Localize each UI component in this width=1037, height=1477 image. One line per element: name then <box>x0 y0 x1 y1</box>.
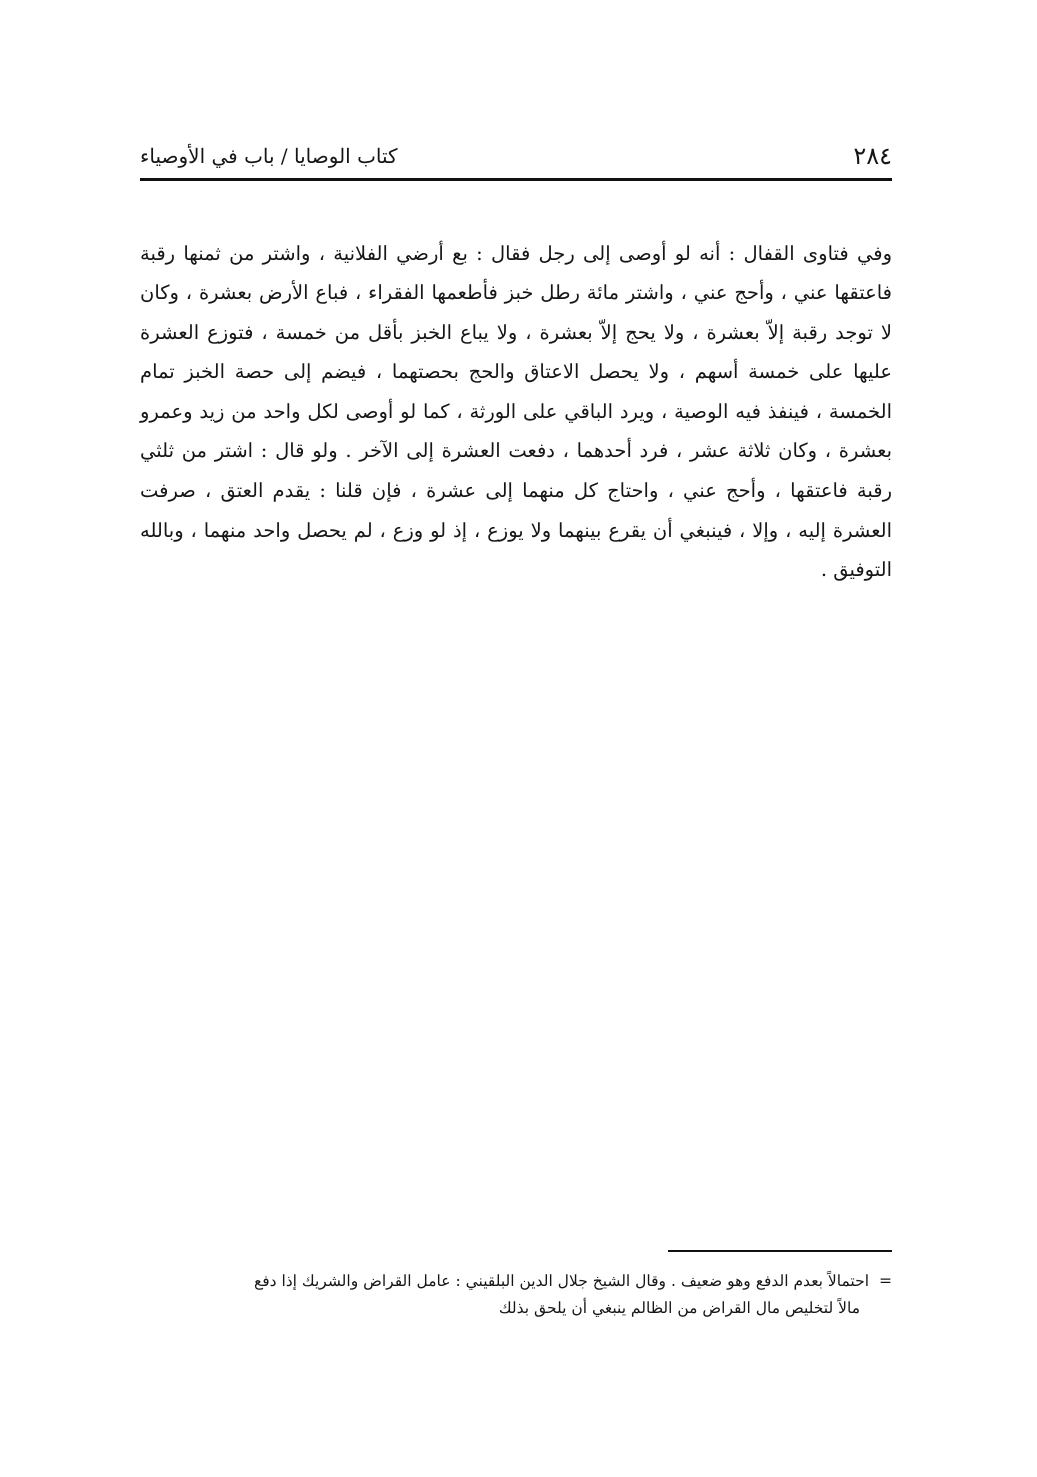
footnote-continuation-mark: = <box>879 1272 892 1290</box>
page-number: ٢٨٤ <box>853 142 892 170</box>
footnote-line-2: مالاً لتخليص مال القراض من الظالم ينبغي أن يلحق بذلك <box>498 1299 860 1317</box>
running-title: كتاب الوصايا / باب في الأوصياء <box>140 144 398 168</box>
footnote-rule <box>668 1250 892 1252</box>
footnote <box>140 1268 892 1322</box>
body-paragraph: وفي فتاوى القفال : أنه لو أوصى إلى رجل فقال : بع أرضي الفلانية ، واشتر من ثمنها رقبة فاعتقها عني ، وأحج عني ، واشتر مائة رطل خبز فأطعمها الفقراء ، فباع الأرض بعشرة ، وكان لا توجد رقبة إلاّ بعشرة ، ولا يحج إلاّ بعشرة ، ولا يباع الخبز بأقل من خمسة ، فتوزع العشرة عليها على خمسة أسهم ، ولا يحصل الاعتاق والحج بحصتهما ، فيضم إلى حصة الخبز تمام الخمسة ، فينفذ فيه الوصية ، ويرد الباقي على الورثة ، كما لو أوصى لكل واحد من زيد وعمرو بعشرة ، وكان ثلاثة عشر ، فرد أحدهما ، دفعت العشرة إلى الآخر . ولو قال : اشتر من ثلثي رقبة فاعتقها ، وأحج عني ، واحتاج كل منهما إلى عشرة ، فإن قلنا : يقدم العتق ، صرفت العشرة إليه ، وإلا ، فينبغي أن يقرع بينهما ولا يوزع ، إذ لو وزع ، لم يحصل واحد منهما ، وبالله التوفيق . <box>140 241 892 582</box>
footnote-line-1: احتمالاً بعدم الدفع وهو ضعيف . وقال الشيخ جلال الدين البلقيني : عامل القراض والشريك إذا دفع <box>253 1272 869 1290</box>
page-header <box>140 136 892 176</box>
header-rule <box>140 178 892 181</box>
